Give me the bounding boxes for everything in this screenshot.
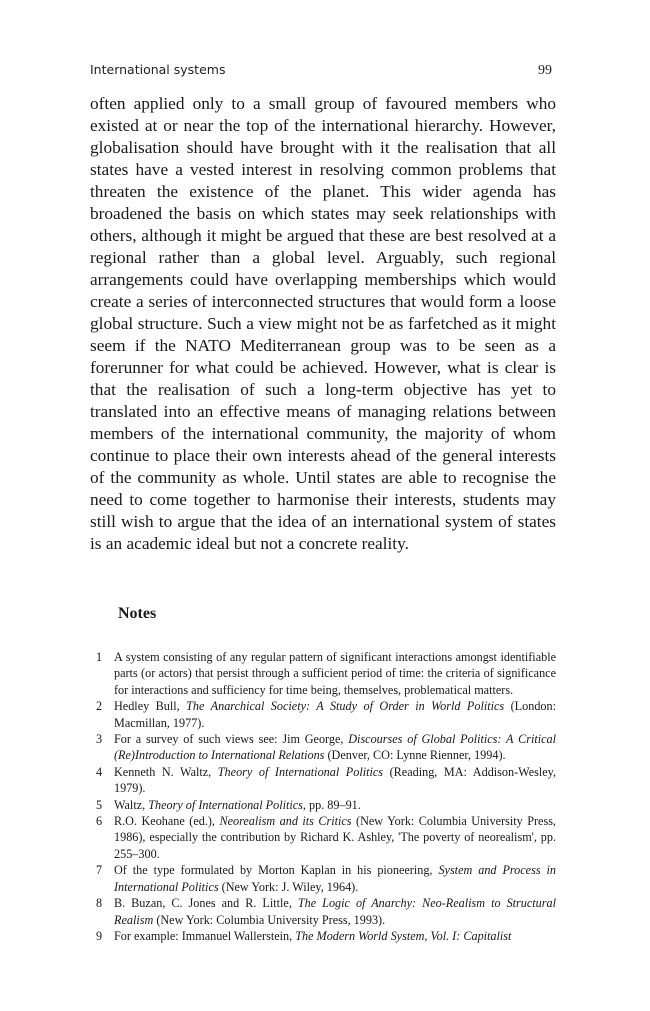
note-text-part: R.O. Keohane (ed.), — [114, 814, 220, 829]
book-page — [90, 62, 556, 944]
note-number: 5 — [96, 797, 103, 812]
note-text — [114, 895, 556, 928]
notes-list — [90, 649, 556, 944]
note-text-part: B. Buzan, C. Jones and R. Little, — [114, 896, 298, 911]
note-number: 6 — [96, 814, 103, 829]
note-text-part: For example: Immanuel Wallerstein, — [114, 928, 296, 943]
page-number: 99 — [538, 63, 552, 78]
body-paragraph: often applied only to a small group of favoured members who existed at or near the top of the international hierarchy. However, globalisation should have brought with it the realisation that all states have a vested interest in resolving common problems that threaten the existence of the planet. This wider agenda has broadened the basis on which states may seek relationships with others, although it might be argued that these are best resolved at a regional rather than a global level. Arguably, such regional arrangements could have overlapping memberships which would create a series of interconnected structures that would form a loose global structure. Such a view might not be as farfetched as it might seem if the NATO Mediterranean group was to be seen as a forerunner for what could be achieved. However, what is clear is that the realisation of such a long-term objective has yet to translated into an effective means of managing relations between members of the international community, the majority of whom continue to place their own interests ahead of the general interests of the community as whole. Until states are able to recognise the need to come together to harmonise their interests, students may still wish to argue that the idea of an international system of states is an academic ideal but not a concrete reality. — [90, 94, 556, 553]
note-text-part: Hedley Bull, — [114, 699, 187, 714]
note-title-italic: Neorealism and its Critics — [219, 814, 352, 829]
note-title-italic: Discourses of Global Politics: A Critical (Re)Introduction to International Relations — [114, 732, 556, 763]
note-text — [114, 797, 556, 813]
note-title-italic: Theory of International Politics — [217, 764, 384, 779]
running-header — [90, 62, 556, 79]
running-title: International systems — [90, 62, 226, 77]
note-text-part: (London: Macmillan, 1977). — [114, 699, 556, 730]
note-text-part: A system consisting of any regular pattern of significant interactions amongst identifiable parts (or actors) that persist through a sufficient period of time: the criteria of significance for interactions and sufficiency for time being, themselves, problematical matters. — [114, 650, 556, 697]
note-number: 7 — [96, 863, 103, 878]
note-item — [90, 797, 556, 813]
note-item — [90, 764, 556, 797]
note-text-part: (Denver, CO: Lynne Rienner, 1994). — [324, 748, 506, 763]
note-number: 2 — [96, 699, 103, 714]
note-number: 9 — [96, 928, 103, 943]
note-text — [114, 698, 556, 731]
note-text — [114, 862, 556, 895]
note-text-part: (Reading, MA: Addison-Wesley, 1979). — [114, 764, 556, 796]
note-title-italic: System and Process in International Politics — [114, 863, 556, 894]
note-text-part: (New York: Columbia University Press, 1993). — [153, 912, 386, 927]
note-text — [114, 649, 556, 698]
note-number: 4 — [96, 764, 103, 779]
note-title-italic: The Logic of Anarchy: Neo-Realism to Structural Realism — [114, 896, 556, 927]
note-text — [114, 731, 556, 764]
note-title-italic: Theory of International Politics — [148, 797, 303, 812]
note-text-part: (New York: J. Wiley, 1964). — [218, 879, 359, 894]
note-item — [90, 895, 556, 928]
note-title-italic: The Anarchical Society: A Study of Order in World Politics — [186, 699, 505, 714]
note-text-part: Of the type formulated by Morton Kaplan in his pioneering, — [114, 863, 439, 878]
note-text — [114, 764, 556, 797]
note-item — [90, 698, 556, 731]
note-number: 3 — [96, 732, 103, 747]
note-text-part: Kenneth N. Waltz, — [114, 764, 218, 779]
note-item — [90, 813, 556, 862]
note-number: 8 — [96, 896, 103, 911]
note-text-part: , pp. 89–91. — [302, 797, 361, 812]
note-number: 1 — [96, 650, 103, 664]
note-text — [114, 813, 556, 862]
note-text-part: For a survey of such views see: Jim George, — [114, 732, 349, 747]
note-item — [90, 649, 556, 698]
note-text-part: Waltz, — [114, 797, 149, 812]
note-title-italic: The Modern World System, Vol. I: Capitalist — [295, 928, 512, 943]
note-text — [114, 928, 556, 944]
note-item — [90, 928, 556, 944]
note-item — [90, 862, 556, 895]
note-text-part: (New York: Columbia University Press, 1986), especially the contribution by Richard K. Ashley, 'The poverty of neorealism', pp. 255–300. — [114, 814, 556, 861]
notes-heading: Notes — [118, 605, 157, 622]
note-item — [90, 731, 556, 764]
